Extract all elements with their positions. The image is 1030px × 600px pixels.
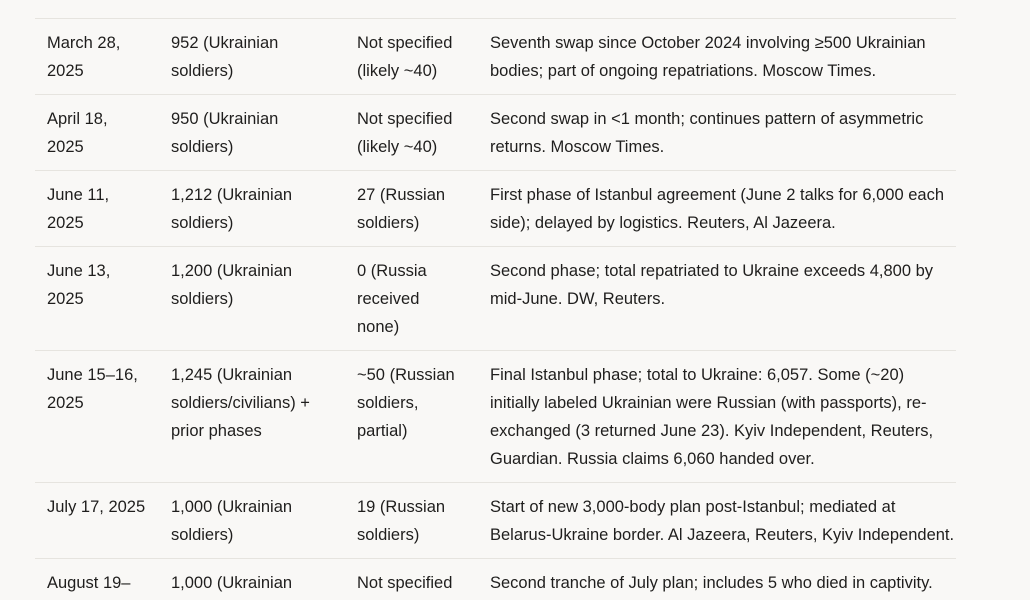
cell-date: June 15–16, 2025 (47, 366, 138, 412)
cell-date: August 19– (47, 574, 131, 592)
cell-notes: Second tranche of July plan; includes 5 who died in captivity. (490, 574, 933, 592)
cell-date: June 13, 2025 (47, 262, 111, 308)
cell-ukraine-received: 1,000 (Ukrainian soldiers) (171, 498, 293, 544)
cell-russia-received: 0 (Russia received none) (357, 262, 427, 336)
cell-notes: Start of new 3,000-body plan post-Istanbul; mediated at Belarus-Ukraine border. Al Jazeera, Reuters, Kyiv Independent. (490, 498, 955, 544)
cell-ukraine-received: 1,200 (Ukrainian soldiers) (171, 262, 293, 308)
cell-russia-received: Not specified (likely ~40) (357, 110, 453, 156)
cell-notes: Second swap in <1 month; continues pattern of asymmetric returns. Moscow Times. (490, 110, 924, 156)
table-row (35, 247, 956, 351)
table-row (35, 171, 956, 247)
table-row (35, 95, 956, 171)
cell-date: June 11, 2025 (47, 186, 110, 232)
cell-notes: Final Istanbul phase; total to Ukraine: 6,057. Some (~20) initially labeled Ukrainian were Russian (with passports), re-exchanged (3 returned June 23). Kyiv Independent, Reuters, Guardian. Russia claims 6,060 handed over. (490, 366, 934, 468)
table-row (35, 19, 956, 95)
cell-ukraine-received: 1,000 (Ukrainian (171, 574, 293, 592)
cell-date: April 18, 2025 (47, 110, 108, 156)
cell-russia-received: 27 (Russian soldiers) (357, 186, 446, 232)
cell-russia-received: ~50 (Russian soldiers, partial) (357, 366, 455, 440)
cell-ukraine-received: 952 (Ukrainian soldiers) (171, 34, 279, 80)
cell-date: March 28, 2025 (47, 34, 121, 80)
cell-ukraine-received: 950 (Ukrainian soldiers) (171, 110, 279, 156)
cell-notes: First phase of Istanbul agreement (June 2 talks for 6,000 each side); delayed by logistics. Reuters, Al Jazeera. (490, 186, 945, 232)
table-row (35, 351, 956, 483)
cell-notes: Seventh swap since October 2024 involving ≥500 Ukrainian bodies; part of ongoing repatriations. Moscow Times. (490, 34, 926, 80)
table-row (35, 559, 956, 600)
repatriation-table (35, 0, 956, 600)
cell-russia-received: Not specified (likely ~40) (357, 34, 453, 80)
cell-date: July 17, 2025 (47, 498, 146, 516)
cell-ukraine-received: 1,245 (Ukrainian soldiers/civilians) + prior phases (171, 366, 310, 440)
cell-ukraine-received: 1,212 (Ukrainian soldiers) (171, 186, 293, 232)
table-row (35, 483, 956, 559)
table-row-cutoff (35, 0, 956, 19)
cell-notes: Second phase; total repatriated to Ukraine exceeds 4,800 by mid-June. DW, Reuters. (490, 262, 934, 308)
cell-russia-received: 19 (Russian soldiers) (357, 498, 446, 544)
cell-russia-received: Not specified (357, 574, 453, 592)
